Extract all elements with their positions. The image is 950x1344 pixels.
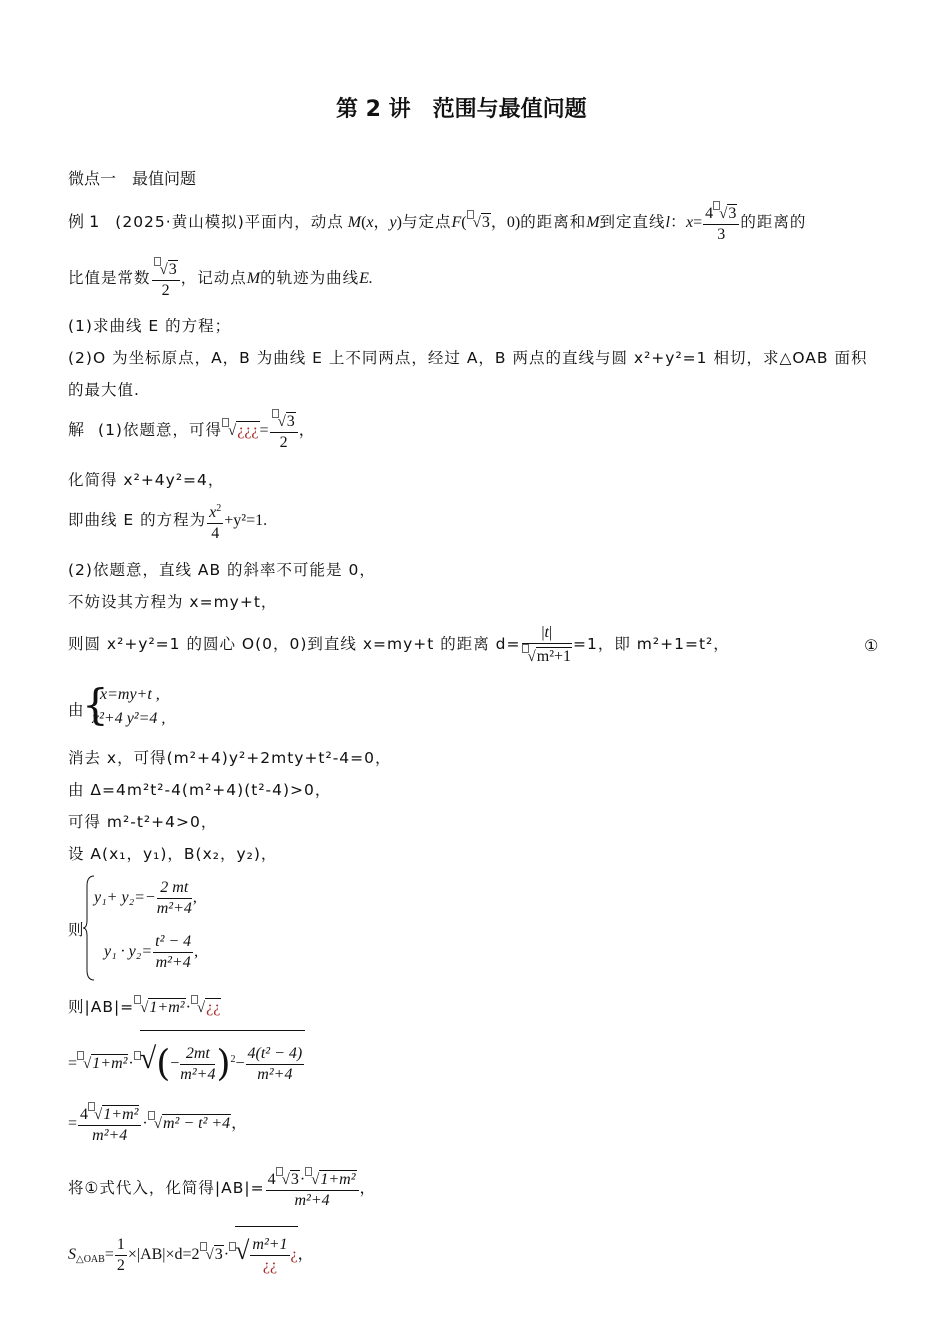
solution-line-6	[68, 622, 730, 667]
solution-text: 则	[68, 921, 85, 939]
example-text: 比值是常数	[68, 269, 151, 287]
system-eq-2: x²+4 y²=4 ,	[92, 710, 166, 727]
question-2b: 的最大值.	[68, 381, 140, 399]
solution-line-2: 化简得 x²+4y²=4，	[68, 471, 225, 489]
example-text: 与定点	[401, 213, 452, 231]
fraction: $\frac{4 √3}{3}$	[703, 201, 739, 245]
solution-line-11: 将①式代入，化简得|AB|= $\frac{\text{4 √3· √1+m²}}{\text{m²+4}}$ ，	[68, 1164, 376, 1213]
var-M: M	[246, 270, 261, 287]
zero: 0	[506, 214, 515, 231]
question-2a: (2)O 为坐标原点，A，B 为曲线 E 上不同两点，经过 A，B 两点的直线与圆 x²+y²=1 相切，求△OAB 面积	[68, 349, 868, 367]
solution-ab-3: = $\frac{\text{4 √1+m²}}{\text{m²+4}}$ · √m² − t² +4，	[68, 1100, 247, 1148]
fraction: $\frac{√3}{2}$	[152, 257, 180, 301]
example-text: 到定直线	[599, 213, 666, 231]
solution-system-2: 则 y₁+ y₂=− $\frac{2 mt}{\text{m²+4}}$ , y₁ · y₂= $\frac{\text{t² − 4}}{\text{m²+4}}$ ,	[68, 874, 368, 984]
solution-line-8: 由 Δ=4m²t²-4(m²+4)(t²-4)>0，	[68, 781, 332, 799]
fraction: $\frac{2 mt}{\text{m²+4}}$	[156, 878, 192, 917]
example-line-2	[68, 256, 373, 301]
solution-line-12: $S_{\triangle OAB}=$ $\frac{1}{2}$ ×|AB|×d=2 √3· √ $\frac{\text{m²+1}}{¿¿}$ ¿，	[68, 1226, 314, 1284]
vieta-sum-lhs: y₁+ y₂=−	[94, 889, 156, 906]
example-text: 的轨迹为曲线	[260, 269, 360, 287]
section-heading: 微点一 最值问题	[68, 169, 197, 188]
solution-line-4: (2)依题意，直线 AB 的斜率不可能是 0，	[68, 561, 376, 579]
solution-ab-2: = √1+m²· √(− $\frac{2mt}{\text{m²+4}}$ )$^2$− $\frac{\text{4(t² − 4)}}{\text{m²+4}}$	[68, 1030, 305, 1092]
solution-line-5: 不妨设其方程为 x=my+t，	[68, 593, 278, 611]
var-l: l	[665, 214, 670, 231]
solution-text: (1)依题意，可得	[98, 421, 222, 439]
example-source: (2025·黄山模拟)	[115, 213, 245, 231]
solution-text: ×|AB|×d=2	[127, 1246, 200, 1263]
system-eq-1: x=my+t ,	[100, 686, 160, 703]
var-M: M	[347, 214, 362, 231]
solution-line-10: 设 A(x₁，y₁)，B(x₂，y₂)，	[68, 845, 278, 863]
solution-ab-1: 则|AB|= √1+m²· √¿¿	[68, 994, 221, 1021]
solution-line-3	[68, 498, 267, 544]
solution-text: 由	[68, 701, 85, 719]
fraction: $\frac{\text{t² − 4}}{\text{m²+4}}$	[155, 932, 192, 971]
solution-text: 即曲线 E 的方程为	[68, 511, 207, 529]
fraction: $\frac{√3}{2}$	[270, 409, 298, 453]
solution-line-9: 可得 m²-t²+4>0，	[68, 813, 218, 831]
fraction: $\frac{x^2}{4}$	[207, 499, 223, 544]
var-E: E.	[359, 270, 373, 287]
sqrt: √3	[472, 214, 490, 231]
var-M: M	[586, 214, 600, 231]
example-line-1: 例 1 (2025·黄山模拟)平面内，动点 M(x，y)与定点F( √3，0)的距离和M到定直线l：x= $\frac{4 √3}{3}$ 的距离的	[68, 200, 806, 248]
equation-marker: ①	[864, 636, 879, 655]
vieta-prod-lhs: y₁ · y₂=	[104, 943, 153, 960]
solution-line-1: 解 (1)依题意，可得 √¿¿¿= $\frac{√3}{2}$ ，	[68, 408, 315, 453]
left-brace: {	[82, 680, 109, 729]
var-x: x	[366, 214, 374, 231]
solution-text: 则|AB|=	[68, 998, 135, 1016]
fraction: $\frac{\text{4 √1+m²}}{\text{m²+4}}$	[78, 1102, 141, 1146]
example-text: ，记动点	[180, 269, 247, 287]
solution-text: =1，即 m²+1=t²，	[573, 635, 730, 653]
example-label: 例 1	[68, 212, 100, 231]
fraction: $\frac{\text{4 √3· √1+m²}}{\text{m²+4}}$	[266, 1167, 359, 1211]
solution-label: 解	[68, 420, 85, 439]
solution-text: 将①式代入，化简得|AB|=	[68, 1179, 265, 1197]
page-title: 第 2 讲 范围与最值问题	[336, 97, 587, 122]
example-text: 的距离的	[740, 213, 807, 231]
question-1: (1)求曲线 E 的方程；	[68, 317, 232, 335]
fraction: $\frac{1}{2}$	[116, 1235, 125, 1274]
sqrt: √¿¿¿	[227, 422, 259, 439]
solution-line-7: 消去 x，可得(m²+4)y²+2mty+t²-4=0，	[68, 749, 392, 767]
fraction: $\frac{|t|}{\text{√m²+1}}$	[522, 623, 573, 667]
var-F: F	[451, 214, 462, 231]
example-text: 的距离和	[520, 213, 587, 231]
solution-text: 则圆 x²+y²=1 的圆心 O(0，0)到直线 x=my+t 的距离 d=	[68, 635, 521, 653]
var-y: y	[389, 214, 397, 231]
example-text: 平面内，动点	[244, 213, 344, 231]
var-x: x	[686, 214, 694, 231]
solution-text: +y²=1.	[224, 512, 268, 529]
